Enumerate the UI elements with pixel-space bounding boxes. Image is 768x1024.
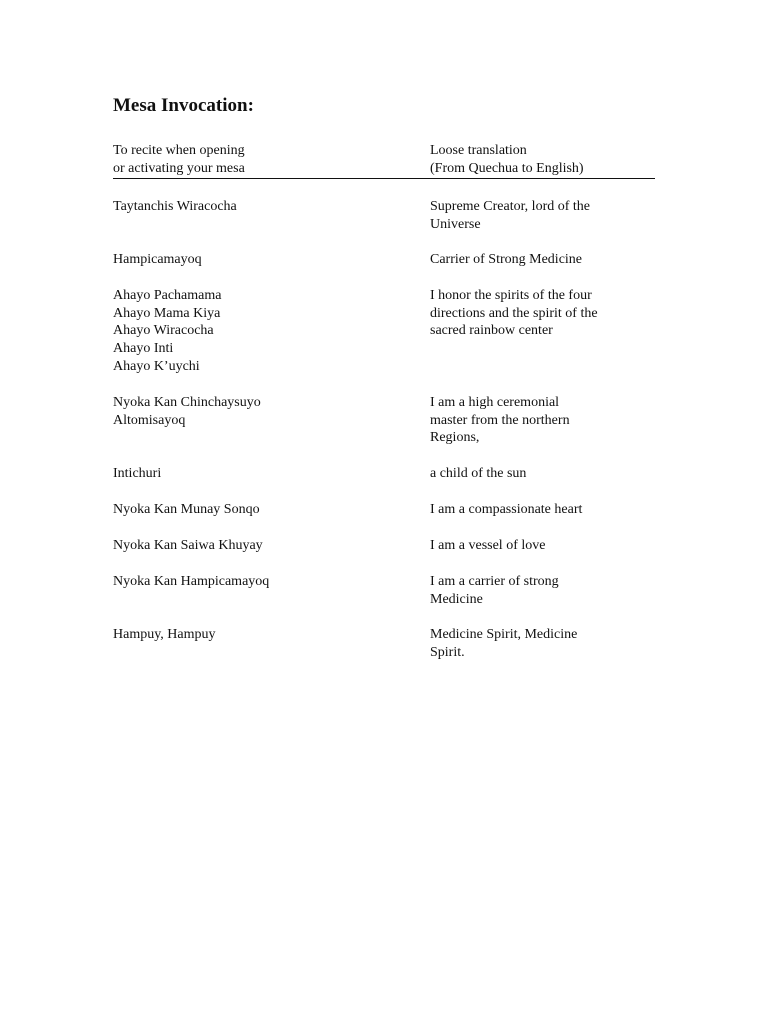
english-line: I honor the spirits of the four [430, 288, 592, 303]
english-line: Carrier of Strong Medicine [430, 252, 583, 267]
quechua-line: Ahayo K’uychi [113, 358, 200, 374]
quechua-phrase [113, 501, 413, 519]
quechua-phrase [113, 465, 413, 483]
quechua-line: Ahayo Inti [113, 341, 174, 357]
header-right-line: (From Quechua to English) [430, 160, 584, 176]
english-translation [430, 573, 655, 608]
header-left [113, 142, 413, 177]
english-translation [430, 251, 655, 269]
english-line: Medicine [430, 591, 483, 607]
english-line: directions and the spirit of the [430, 305, 598, 321]
quechua-line: Nyoka Kan Munay Sonqo [113, 502, 260, 517]
english-line: Universe [430, 216, 481, 232]
document-title: Mesa Invocation: [113, 95, 254, 116]
quechua-line: Hampuy, Hampuy [113, 627, 216, 642]
quechua-line: Nyoka Kan Hampicamayoq [113, 574, 270, 589]
english-translation [430, 537, 655, 555]
header-left-line: or activating your mesa [113, 160, 245, 176]
english-line: Spirit. [430, 644, 465, 660]
english-line: I am a high ceremonial [430, 395, 560, 410]
header-divider [113, 178, 655, 179]
english-line: Regions, [430, 430, 480, 446]
english-translation [430, 198, 655, 233]
quechua-phrase [113, 573, 413, 591]
quechua-line: Intichuri [113, 466, 162, 481]
english-line: I am a carrier of strong [430, 574, 559, 589]
english-line: I am a compassionate heart [430, 502, 583, 517]
english-line: I am a vessel of love [430, 538, 546, 553]
quechua-line: Ahayo Pachamama [113, 288, 222, 303]
quechua-phrase [113, 251, 413, 269]
english-line: a child of the sun [430, 466, 527, 481]
header-right-line: Loose translation [430, 143, 527, 158]
english-translation [430, 501, 655, 519]
english-translation [430, 465, 655, 483]
quechua-phrase [113, 394, 413, 429]
quechua-line: Taytanchis Wiracocha [113, 199, 237, 214]
english-line: Supreme Creator, lord of the [430, 199, 591, 214]
quechua-line: Nyoka Kan Chinchaysuyo [113, 395, 261, 410]
quechua-line: Altomisayoq [113, 412, 186, 428]
quechua-phrase [113, 537, 413, 555]
english-translation [430, 287, 655, 340]
header-left-line: To recite when opening [113, 143, 245, 158]
quechua-line: Hampicamayoq [113, 252, 202, 267]
quechua-phrase [113, 287, 413, 376]
quechua-phrase [113, 626, 413, 644]
quechua-line: Ahayo Mama Kiya [113, 305, 221, 321]
english-line: sacred rainbow center [430, 323, 553, 339]
quechua-line: Nyoka Kan Saiwa Khuyay [113, 538, 263, 553]
english-line: Medicine Spirit, Medicine [430, 627, 578, 642]
quechua-line: Ahayo Wiracocha [113, 323, 214, 339]
header-right [430, 142, 655, 177]
quechua-phrase [113, 198, 413, 216]
english-line: master from the northern [430, 412, 570, 428]
english-translation [430, 394, 655, 447]
english-translation [430, 626, 655, 661]
